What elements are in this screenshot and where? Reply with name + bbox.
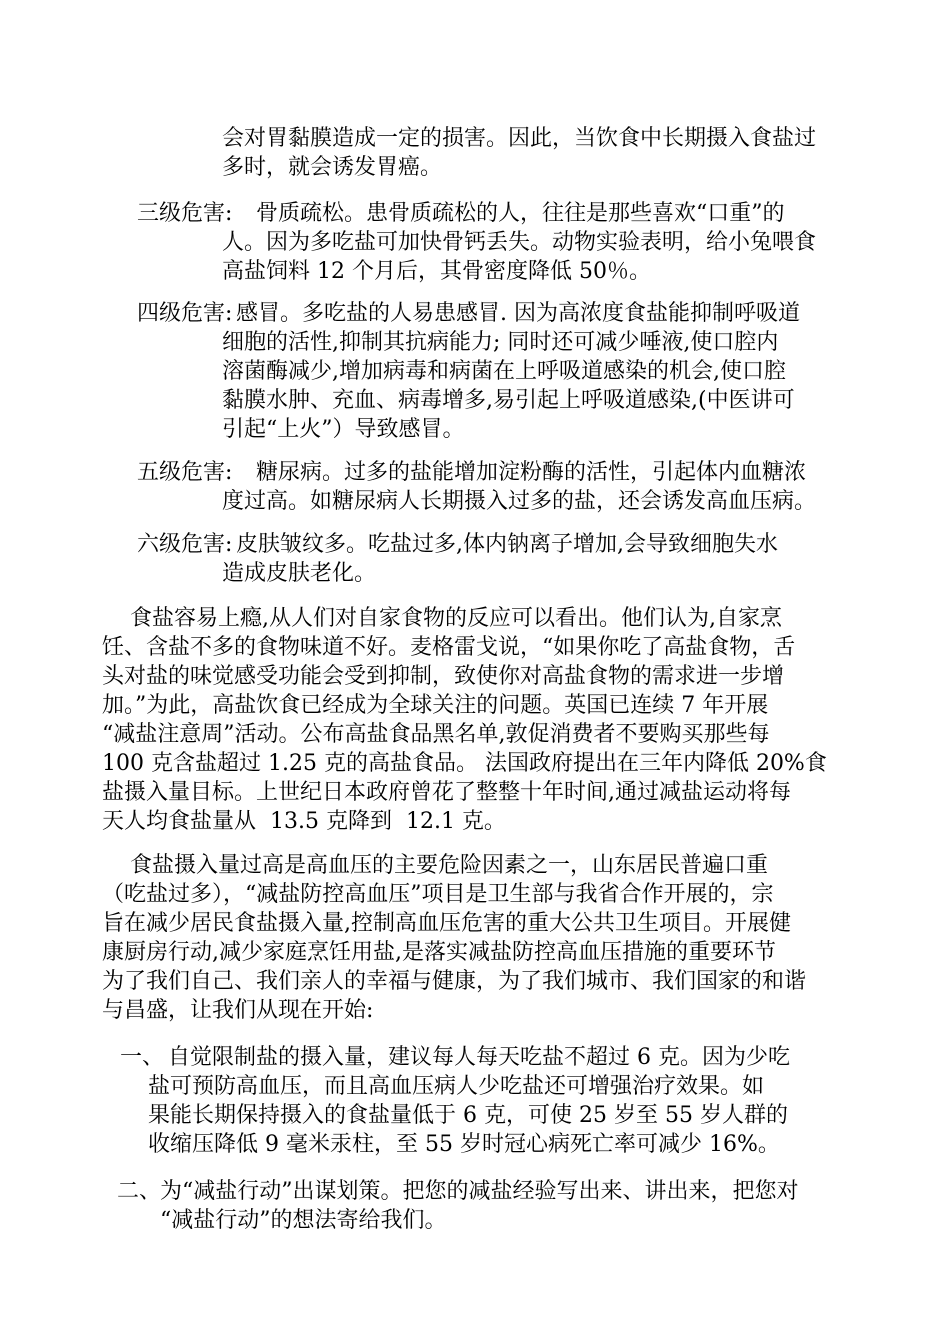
- hazard-label: 六级危害:: [137, 532, 233, 557]
- text-line: （吃盐过多），“减盐防控高血压”项目是卫生部与我省合作开展的，宗: [102, 882, 774, 907]
- text-line: 果能长期保持摄入的食盐量低于 6 克，可使 25 岁至 55 岁人群的: [148, 1103, 788, 1128]
- text-line: 溶菌酶减少,增加病毒和病菌在上呼吸道感染的机会,使口腔: [222, 359, 786, 384]
- text-line: 皮肤皱纹多。吃盐过多,体内钠离子增加,会导致细胞失水: [236, 532, 778, 557]
- text-line: 与昌盛，让我们从现在开始:: [102, 998, 374, 1023]
- text-line: 细胞的活性,抑制其抗病能力; 同时还可减少唾液,使口腔内: [222, 330, 779, 355]
- text-line: “减盐行动”的想法寄给我们。: [160, 1208, 447, 1233]
- hazard-label: 四级危害:: [137, 301, 233, 326]
- text-line: 黏膜水肿、充血、病毒增多,易引起上呼吸道感染,(中医讲可: [222, 388, 795, 413]
- list-marker: 二、: [117, 1179, 162, 1204]
- text-line: 盐摄入量目标。上世纪日本政府曾花了整整十年时间,通过减盐运动将每: [102, 780, 791, 805]
- text-line: 感冒。多吃盐的人易患感冒. 因为高浓度食盐能抑制呼吸道: [236, 301, 800, 326]
- list-marker: 一、: [120, 1045, 165, 1070]
- text-line: “减盐注意周”活动。公布高盐食品黑名单,敦促消费者不要购买那些每: [102, 722, 770, 747]
- text-line: 食盐摄入量过高是高血压的主要危险因素之一，山东居民普遍口重: [102, 853, 768, 878]
- text-line: 饪、含盐不多的食物味道不好。麦格雷戈说，“如果你吃了高盐食物，舌: [102, 635, 796, 660]
- text-line: 收缩压降低 9 毫米汞柱，至 55 岁时冠心病死亡率可减少 16%。: [148, 1132, 780, 1157]
- text-line: 为“减盐行动”出谋划策。把您的减盐经验写出来、讲出来，把您对: [160, 1179, 799, 1204]
- text-line: 康厨房行动,减少家庭烹饪用盐,是落实减盐防控高血压措施的重要环节: [102, 940, 776, 965]
- text-line: 天人均食盐量从 13.5 克降到 12.1 克。: [102, 809, 506, 834]
- text-line: 高盐饲料 12 个月后，其骨密度降低 50％。: [222, 259, 651, 284]
- text-line: 盐可预防高血压，而且高血压病人少吃盐还可增强治疗效果。如: [148, 1074, 765, 1099]
- text-line: 多时，就会诱发胃癌。: [222, 155, 443, 180]
- text-line: 食盐容易上瘾,从人们对自家食物的反应可以看出。他们认为,自家烹: [102, 606, 782, 631]
- text-line: 度过高。如糖尿病人长期摄入过多的盐，还会诱发高血压病。: [222, 489, 817, 514]
- text-line: 引起“上火”）导致感冒。: [222, 417, 465, 442]
- text-line: 为了我们自己、我们亲人的幸福与健康，为了我们城市、我们国家的和谐: [102, 969, 807, 994]
- text-line: 旨在减少居民食盐摄入量,控制高血压危害的重大公共卫生项目。开展健: [102, 911, 791, 936]
- text-line: 糖尿病。过多的盐能增加淀粉酶的活性，引起体内血糖浓: [256, 460, 807, 485]
- text-line: 会对胃黏膜造成一定的损害。因此，当饮食中长期摄入食盐过: [222, 126, 817, 151]
- text-line: 骨质疏松。患骨质疏松的人，往往是那些喜欢“口重”的: [256, 201, 785, 226]
- text-line: 头对盐的味觉感受功能会受到抑制，致使你对高盐食物的需求进一步增: [102, 664, 785, 689]
- text-line: 人。因为多吃盐可加快骨钙丢失。动物实验表明，给小兔喂食: [222, 230, 817, 255]
- hazard-label: 三级危害:: [137, 201, 233, 226]
- text-line: 加。”为此，高盐饮食已经成为全球关注的问题。英国已连续 7 年开展: [102, 693, 769, 718]
- hazard-label: 五级危害:: [137, 460, 233, 485]
- text-line: 造成皮肤老化。: [222, 561, 377, 586]
- text-line: 100 克含盐超过 1.25 克的高盐食品。 法国政府提出在三年内降低 20%食: [102, 751, 827, 776]
- text-line: 自觉限制盐的摄入量，建议每人每天吃盐不超过 6 克。因为少吃: [168, 1045, 790, 1070]
